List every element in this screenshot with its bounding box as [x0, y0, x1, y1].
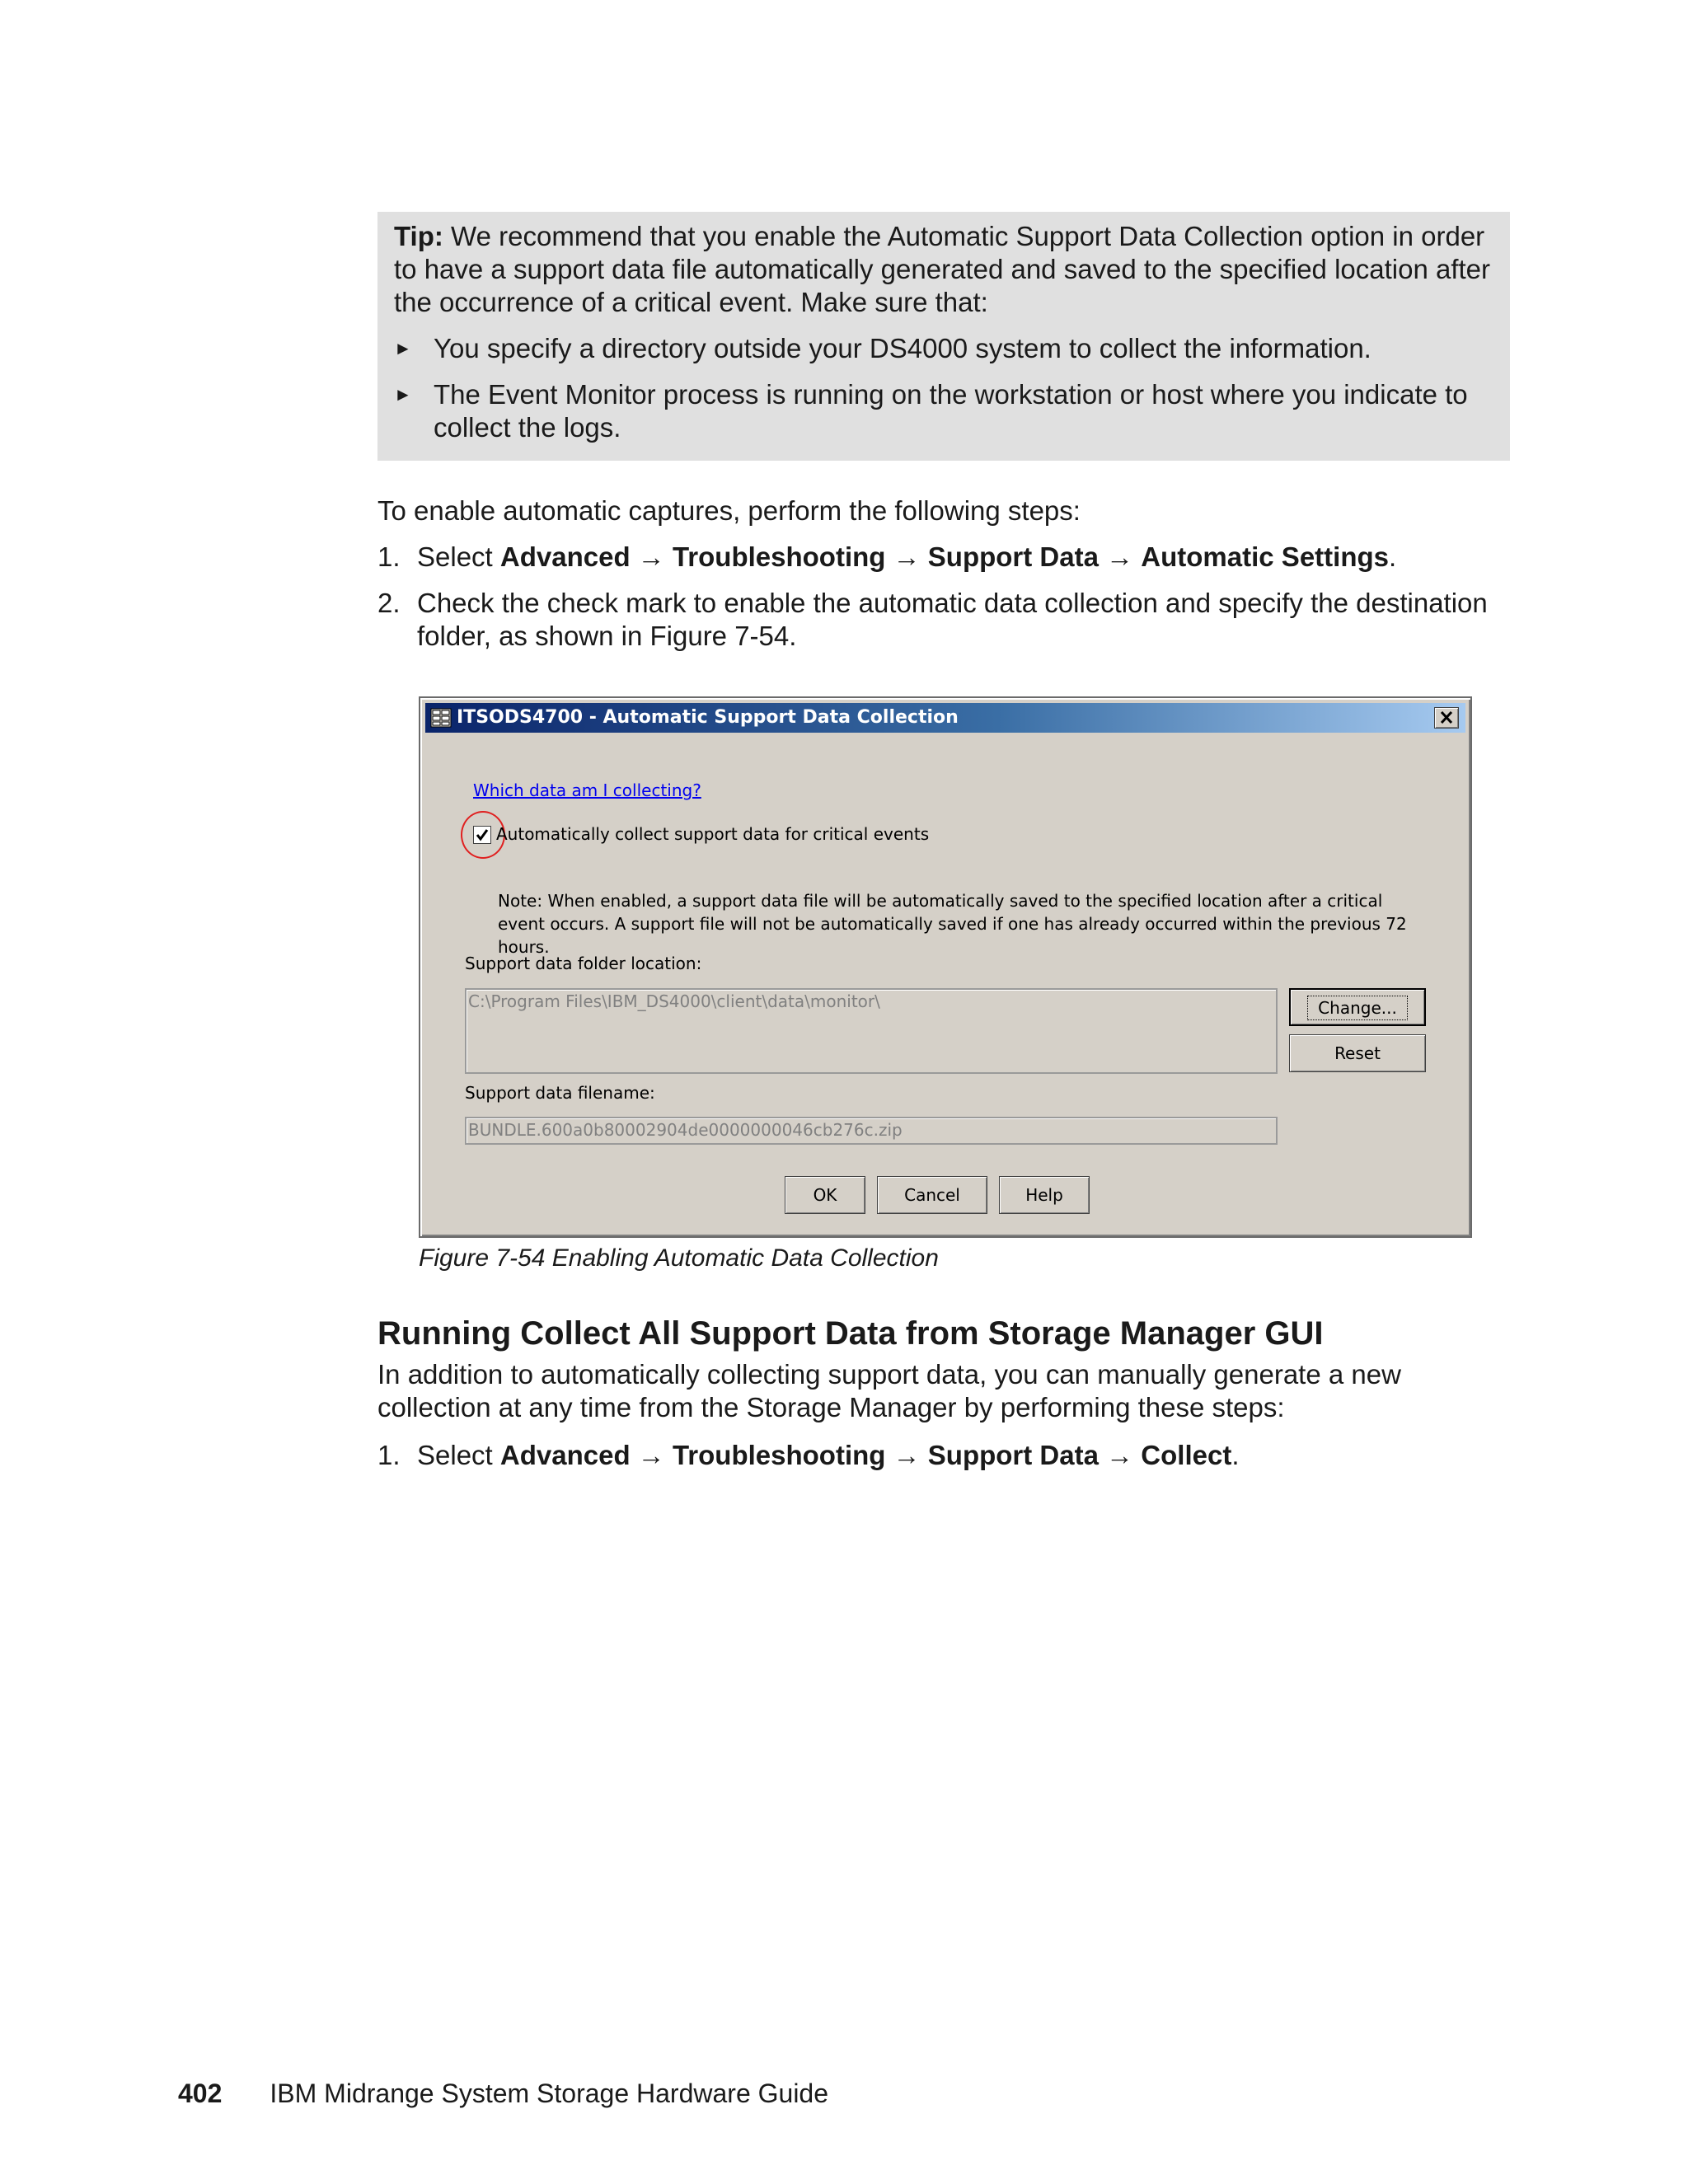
filename-label: Support data filename:: [465, 1083, 655, 1103]
step-item: [377, 587, 1515, 653]
page-number: 402: [178, 2079, 223, 2108]
menu-path-troubleshooting: Troubleshooting: [672, 1440, 886, 1470]
path-arrow: →: [1098, 1440, 1142, 1470]
path-arrow: →: [630, 541, 673, 572]
section-paragraph: In addition to automatically collecting support data, you can manually generate a new collection at any time from the Storage Manager by performing these steps:: [377, 1359, 1401, 1422]
folder-location-field[interactable]: C:\Program Files\IBM_DS4000\client\data\monitor\: [465, 988, 1278, 1074]
reset-button[interactable]: Reset: [1289, 1034, 1426, 1072]
tip-bullets: [394, 332, 1493, 444]
folder-location-label: Support data folder location:: [465, 954, 702, 973]
menu-path-advanced: Advanced: [499, 1440, 631, 1470]
menu-path-support-data: Support Data: [927, 1440, 1099, 1470]
tip-paragraph: [394, 220, 1493, 319]
change-button-label: Change...: [1307, 996, 1408, 1020]
step-number: 2.: [377, 588, 401, 618]
change-button[interactable]: [1289, 988, 1426, 1026]
path-arrow: →: [1098, 541, 1142, 572]
figure-caption: Figure 7-54 Enabling Automatic Data Collection: [419, 1244, 939, 1272]
step-suffix: .: [1231, 1440, 1240, 1470]
cancel-button[interactable]: Cancel: [877, 1176, 987, 1214]
close-icon: [1435, 708, 1458, 728]
page-footer: [178, 2079, 828, 2109]
tip-label: Tip:: [394, 221, 443, 251]
tip-box: [377, 212, 1510, 461]
menu-path-advanced: Advanced: [499, 541, 631, 572]
dialog-titlebar[interactable]: [425, 703, 1465, 733]
storage-app-icon: [430, 708, 452, 728]
step-prefix: Select: [417, 1440, 500, 1470]
filename-field[interactable]: BUNDLE.600a0b80002904de0000000046cb276c.zip: [465, 1117, 1278, 1145]
step-prefix: Select: [417, 541, 500, 572]
tip-bullet: [394, 378, 1493, 444]
bullet-arrow-icon: ►: [394, 384, 412, 405]
step-number: 1.: [377, 1440, 401, 1470]
step-item: [377, 541, 1515, 574]
step-number: 1.: [377, 541, 401, 572]
book-title: IBM Midrange System Storage Hardware Guide: [270, 2079, 829, 2108]
menu-path-collect: Collect: [1141, 1440, 1232, 1470]
dialog-title: ITSODS4700 - Automatic Support Data Collection: [457, 707, 959, 728]
ok-button[interactable]: OK: [785, 1176, 865, 1214]
dialog-note: Note: When enabled, a support data file will be automatically saved to the specified location after a critical event occurs. A support file will not be automatically saved if one has already occurred within the previous 72 hours.: [498, 891, 1407, 957]
bullet-arrow-icon: ►: [394, 338, 412, 359]
tip-bullet-text: You specify a directory outside your DS4000 system to collect the information.: [434, 333, 1372, 363]
step-suffix: .: [1389, 541, 1397, 572]
menu-path-troubleshooting: Troubleshooting: [672, 541, 886, 572]
tip-text: We recommend that you enable the Automatic Support Data Collection option in order to have a support data file automatically generated and saved to the specified location after the occurrence of a critical event. Make sure that:: [394, 221, 1491, 317]
automatic-support-data-dialog: [419, 696, 1472, 1238]
tip-bullet-text: The Event Monitor process is running on the workstation or host where you indicate to collect the logs.: [434, 379, 1468, 443]
menu-path-automatic-settings: Automatic Settings: [1141, 541, 1389, 572]
intro-text: To enable automatic captures, perform the following steps:: [377, 495, 1081, 526]
help-button[interactable]: Help: [999, 1176, 1090, 1214]
path-arrow: →: [885, 1440, 928, 1470]
path-arrow: →: [885, 541, 928, 572]
steps-list-2: [377, 1439, 1515, 1485]
menu-path-support-data: Support Data: [927, 541, 1099, 572]
step-text: Check the check mark to enable the automatic data collection and specify the destination folder, as shown in Figure 7-54.: [417, 588, 1488, 651]
close-button[interactable]: [1434, 707, 1459, 729]
section-heading: Running Collect All Support Data from Storage Manager GUI: [377, 1315, 1324, 1352]
auto-collect-label[interactable]: Automatically collect support data for critical events: [496, 824, 930, 844]
steps-list: [377, 541, 1515, 666]
tip-bullet: [394, 332, 1493, 365]
which-data-link[interactable]: Which data am I collecting?: [473, 780, 701, 800]
step-item: [377, 1439, 1515, 1472]
path-arrow: →: [630, 1440, 673, 1470]
